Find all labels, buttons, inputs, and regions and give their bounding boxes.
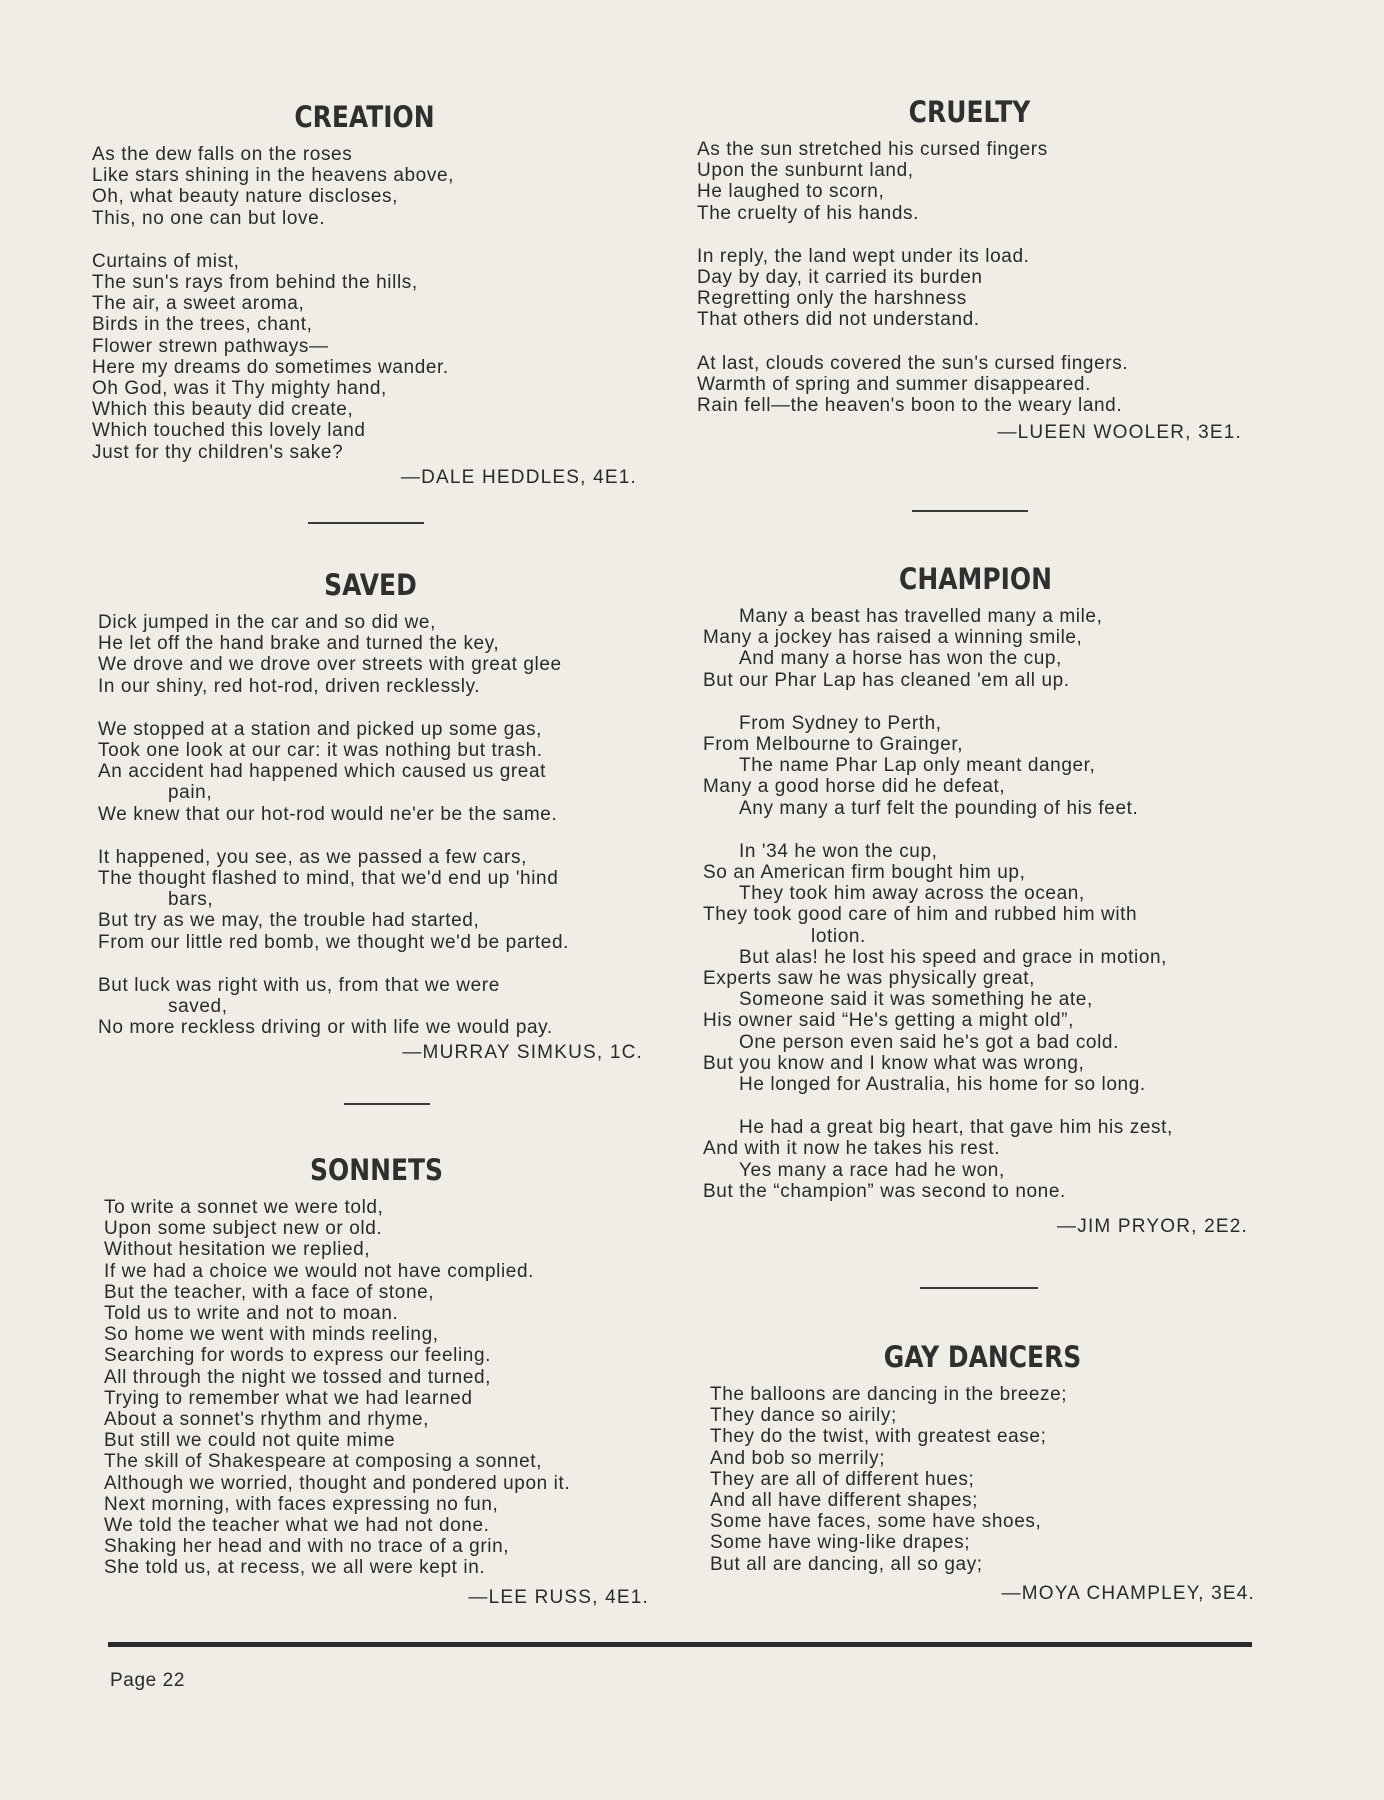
poem-author: —JIM PRYOR, 2E2. (1057, 1216, 1248, 1238)
poem-line: Just for thy children's sake? (92, 441, 344, 463)
poem-line: They are all of different hues; (710, 1468, 975, 1490)
poem-line: They dance so airily; (710, 1405, 897, 1427)
poem-line: They do the twist, with greatest ease; (710, 1426, 1047, 1448)
poem-line: Day by day, it carried its burden (697, 267, 983, 289)
poem-line: Which touched this lovely land (92, 420, 366, 442)
poem-line: The sun's rays from behind the hills, (92, 272, 418, 294)
poem-line: Next morning, with faces expressing no fun, (104, 1493, 499, 1515)
poem-line: But you know and I know what was wrong, (703, 1052, 1085, 1074)
poem-author: —LUEEN WOOLER, 3E1. (997, 422, 1242, 444)
poem-stanza (92, 144, 637, 229)
poem-stanza (697, 353, 1242, 417)
section-divider (308, 522, 424, 524)
poem-line: Many a jockey has raised a winning smile, (703, 627, 1083, 649)
page-number: Page 22 (110, 1670, 185, 1691)
poem-line: At last, clouds covered the sun's cursed fingers. (697, 352, 1129, 374)
poem-line: They took him away across the ocean, (739, 883, 1085, 905)
poem-author: —MOYA CHAMPLEY, 3E4. (1001, 1582, 1255, 1604)
poem-line: But luck was right with us, from that we were (98, 974, 500, 996)
poem-line: As the sun stretched his cursed fingers (697, 139, 1048, 160)
poem-line: We told the teacher what we had not done. (104, 1515, 490, 1537)
poem-line: It happened, you see, as we passed a few cars, (98, 846, 527, 868)
poem-line: Upon some subject new or old. (104, 1218, 383, 1240)
poem-line: And with it now he takes his rest. (703, 1138, 1001, 1160)
poem-line: From Melbourne to Grainger, (703, 734, 964, 756)
poem-stanza (697, 246, 1242, 331)
poem-line: We stopped at a station and picked up some gas, (98, 718, 543, 740)
poem-line: Any many a turf felt the pounding of his feet. (739, 797, 1139, 819)
poem-line: Without hesitation we replied, (104, 1239, 371, 1261)
poem-line: pain, (168, 782, 213, 804)
poem-stanza (98, 612, 643, 697)
poem-line: He had a great big heart, that gave him his zest, (739, 1117, 1173, 1139)
poem-line: He laughed to scorn, (697, 181, 885, 203)
poem-line: Some have wing-like drapes; (710, 1532, 971, 1554)
poem-line: Regretting only the harshness (697, 288, 967, 310)
poem-line: One person even said he's got a bad cold. (739, 1031, 1119, 1053)
poem-line: But alas! he lost his speed and grace in motion, (739, 946, 1168, 968)
section-divider (912, 510, 1028, 512)
poem-line: He longed for Australia, his home for so long. (739, 1074, 1146, 1096)
poem-line: Here my dreams do sometimes wander. (92, 356, 449, 378)
poem-line: Oh, what beauty nature discloses, (92, 186, 399, 208)
poem-line: But our Phar Lap has cleaned 'em all up. (703, 669, 1070, 691)
poem-line: But try as we may, the trouble had started, (98, 910, 480, 932)
poem-stanza (703, 606, 1248, 691)
poem-line: From Sydney to Perth, (739, 712, 942, 734)
poem-line: Trying to remember what we had learned (104, 1387, 473, 1409)
poem-line: Birds in the trees, chant, (92, 314, 313, 336)
poem-line: But all are dancing, all so gay; (710, 1553, 983, 1575)
poem-line: lotion. (811, 925, 866, 947)
poem-line: In our shiny, red hot-rod, driven recklessly. (98, 675, 481, 697)
poem-stanza (703, 1117, 1248, 1202)
poem-line: His owner said “He's getting a might old”, (703, 1010, 1074, 1032)
poem-line: Warmth of spring and summer disappeared. (697, 373, 1091, 395)
poem-line: Told us to write and not to moan. (104, 1303, 399, 1325)
poem-line: Flower strewn pathways— (92, 335, 329, 357)
poem-stanza (98, 847, 643, 953)
poem-line: Many a beast has travelled many a mile, (739, 606, 1103, 627)
poem-line: As the dew falls on the roses (92, 144, 353, 165)
poem-title: CREATION (294, 100, 435, 134)
poem-line: Which this beauty did create, (92, 399, 354, 421)
poem-creation (92, 100, 637, 489)
poem-line: An accident had happened which caused us great (98, 761, 547, 783)
poem-title: CRUELTY (908, 95, 1031, 129)
poem-line: If we had a choice we would not have complied. (104, 1260, 535, 1282)
poem-line: From our little red bomb, we thought we'd be parted. (98, 931, 570, 953)
poem-line: Yes many a race had he won, (739, 1159, 1005, 1181)
poem-line: And all have different shapes; (710, 1490, 978, 1512)
poem-stanza (98, 719, 643, 825)
poem-line: The balloons are dancing in the breeze; (710, 1384, 1068, 1405)
poem-line: All through the night we tossed and turned, (104, 1366, 492, 1388)
poem-line: Someone said it was something he ate, (739, 989, 1093, 1011)
poem-line: She told us, at recess, we all were kept in. (104, 1557, 486, 1579)
poem-title: CHAMPION (899, 562, 1052, 596)
poem-line: We knew that our hot-rod would ne'er be the same. (98, 803, 558, 825)
poem-stanza (104, 1197, 649, 1579)
poem-line: But the teacher, with a face of stone, (104, 1281, 435, 1303)
poem-line: saved, (168, 996, 228, 1018)
poem-stanza (98, 975, 643, 1039)
poem-title: GAY DANCERS (883, 1340, 1082, 1374)
poem-stanza (703, 841, 1248, 1095)
poem-stanza (710, 1384, 1255, 1575)
poem-line: The skill of Shakespeare at composing a sonnet, (104, 1451, 542, 1473)
poem-gay-dancers (710, 1340, 1255, 1605)
poem-line: The air, a sweet aroma, (92, 293, 305, 315)
poem-line: Took one look at our car: it was nothing but trash. (98, 740, 543, 762)
poem-line: But the “champion” was second to none. (703, 1180, 1066, 1202)
poem-title: SONNETS (310, 1153, 443, 1187)
poem-author: —MURRAY SIMKUS, 1C. (402, 1042, 643, 1064)
poem-line: So home we went with minds reeling, (104, 1324, 439, 1346)
poem-sonnets (104, 1153, 649, 1609)
poem-line: In reply, the land wept under its load. (697, 245, 1030, 267)
poem-line: And bob so merrily; (710, 1447, 886, 1469)
section-divider (920, 1287, 1038, 1289)
poem-stanza (697, 139, 1242, 224)
poem-line: Shaking her head and with no trace of a grin, (104, 1536, 510, 1558)
poem-line: No more reckless driving or with life we would pay. (98, 1017, 553, 1039)
poem-line: Some have faces, some have shoes, (710, 1511, 1042, 1533)
poem-line: They took good care of him and rubbed him with (703, 904, 1138, 926)
poem-champion (703, 562, 1248, 1238)
poem-line: That others did not understand. (697, 309, 980, 331)
poem-line: He let off the hand brake and turned the key, (98, 633, 500, 655)
poem-line: Although we worried, thought and pondered upon it. (104, 1472, 571, 1494)
poem-line: Experts saw he was physically great, (703, 968, 1036, 990)
poem-title: SAVED (324, 568, 417, 602)
footer-divider (108, 1642, 1252, 1647)
poem-line: To write a sonnet we were told, (104, 1197, 384, 1218)
poem-line: Many a good horse did he defeat, (703, 776, 1006, 798)
poem-line: Rain fell—the heaven's boon to the weary land. (697, 395, 1123, 417)
section-divider (344, 1103, 430, 1105)
poem-cruelty (697, 95, 1242, 444)
poem-line: In '34 he won the cup, (739, 840, 938, 862)
poem-line: About a sonnet's rhythm and rhyme, (104, 1409, 430, 1431)
poem-line: The cruelty of his hands. (697, 202, 919, 224)
poem-line: Dick jumped in the car and so did we, (98, 612, 436, 633)
poem-line: The name Phar Lap only meant danger, (739, 755, 1096, 777)
poem-line: Curtains of mist, (92, 250, 240, 272)
poem-stanza (703, 713, 1248, 819)
poem-author: —DALE HEDDLES, 4E1. (400, 466, 637, 488)
poem-line: Oh God, was it Thy mighty hand, (92, 378, 387, 400)
poem-line: We drove and we drove over streets with great glee (98, 654, 562, 676)
poem-line: But still we could not quite mime (104, 1430, 396, 1452)
poem-line: So an American firm bought him up, (703, 862, 1026, 884)
poem-line: The thought flashed to mind, that we'd end up 'hind (98, 868, 559, 890)
poem-line: bars, (168, 889, 214, 911)
poem-line: This, no one can but love. (92, 207, 326, 229)
poem-author: —LEE RUSS, 4E1. (468, 1586, 649, 1608)
poem-line: Searching for words to express our feeling. (104, 1345, 491, 1367)
poem-line: Like stars shining in the heavens above, (92, 165, 454, 187)
poem-stanza (92, 251, 637, 463)
poem-saved (98, 568, 643, 1064)
poem-line: Upon the sunburnt land, (697, 160, 914, 182)
poem-line: And many a horse has won the cup, (739, 648, 1062, 670)
